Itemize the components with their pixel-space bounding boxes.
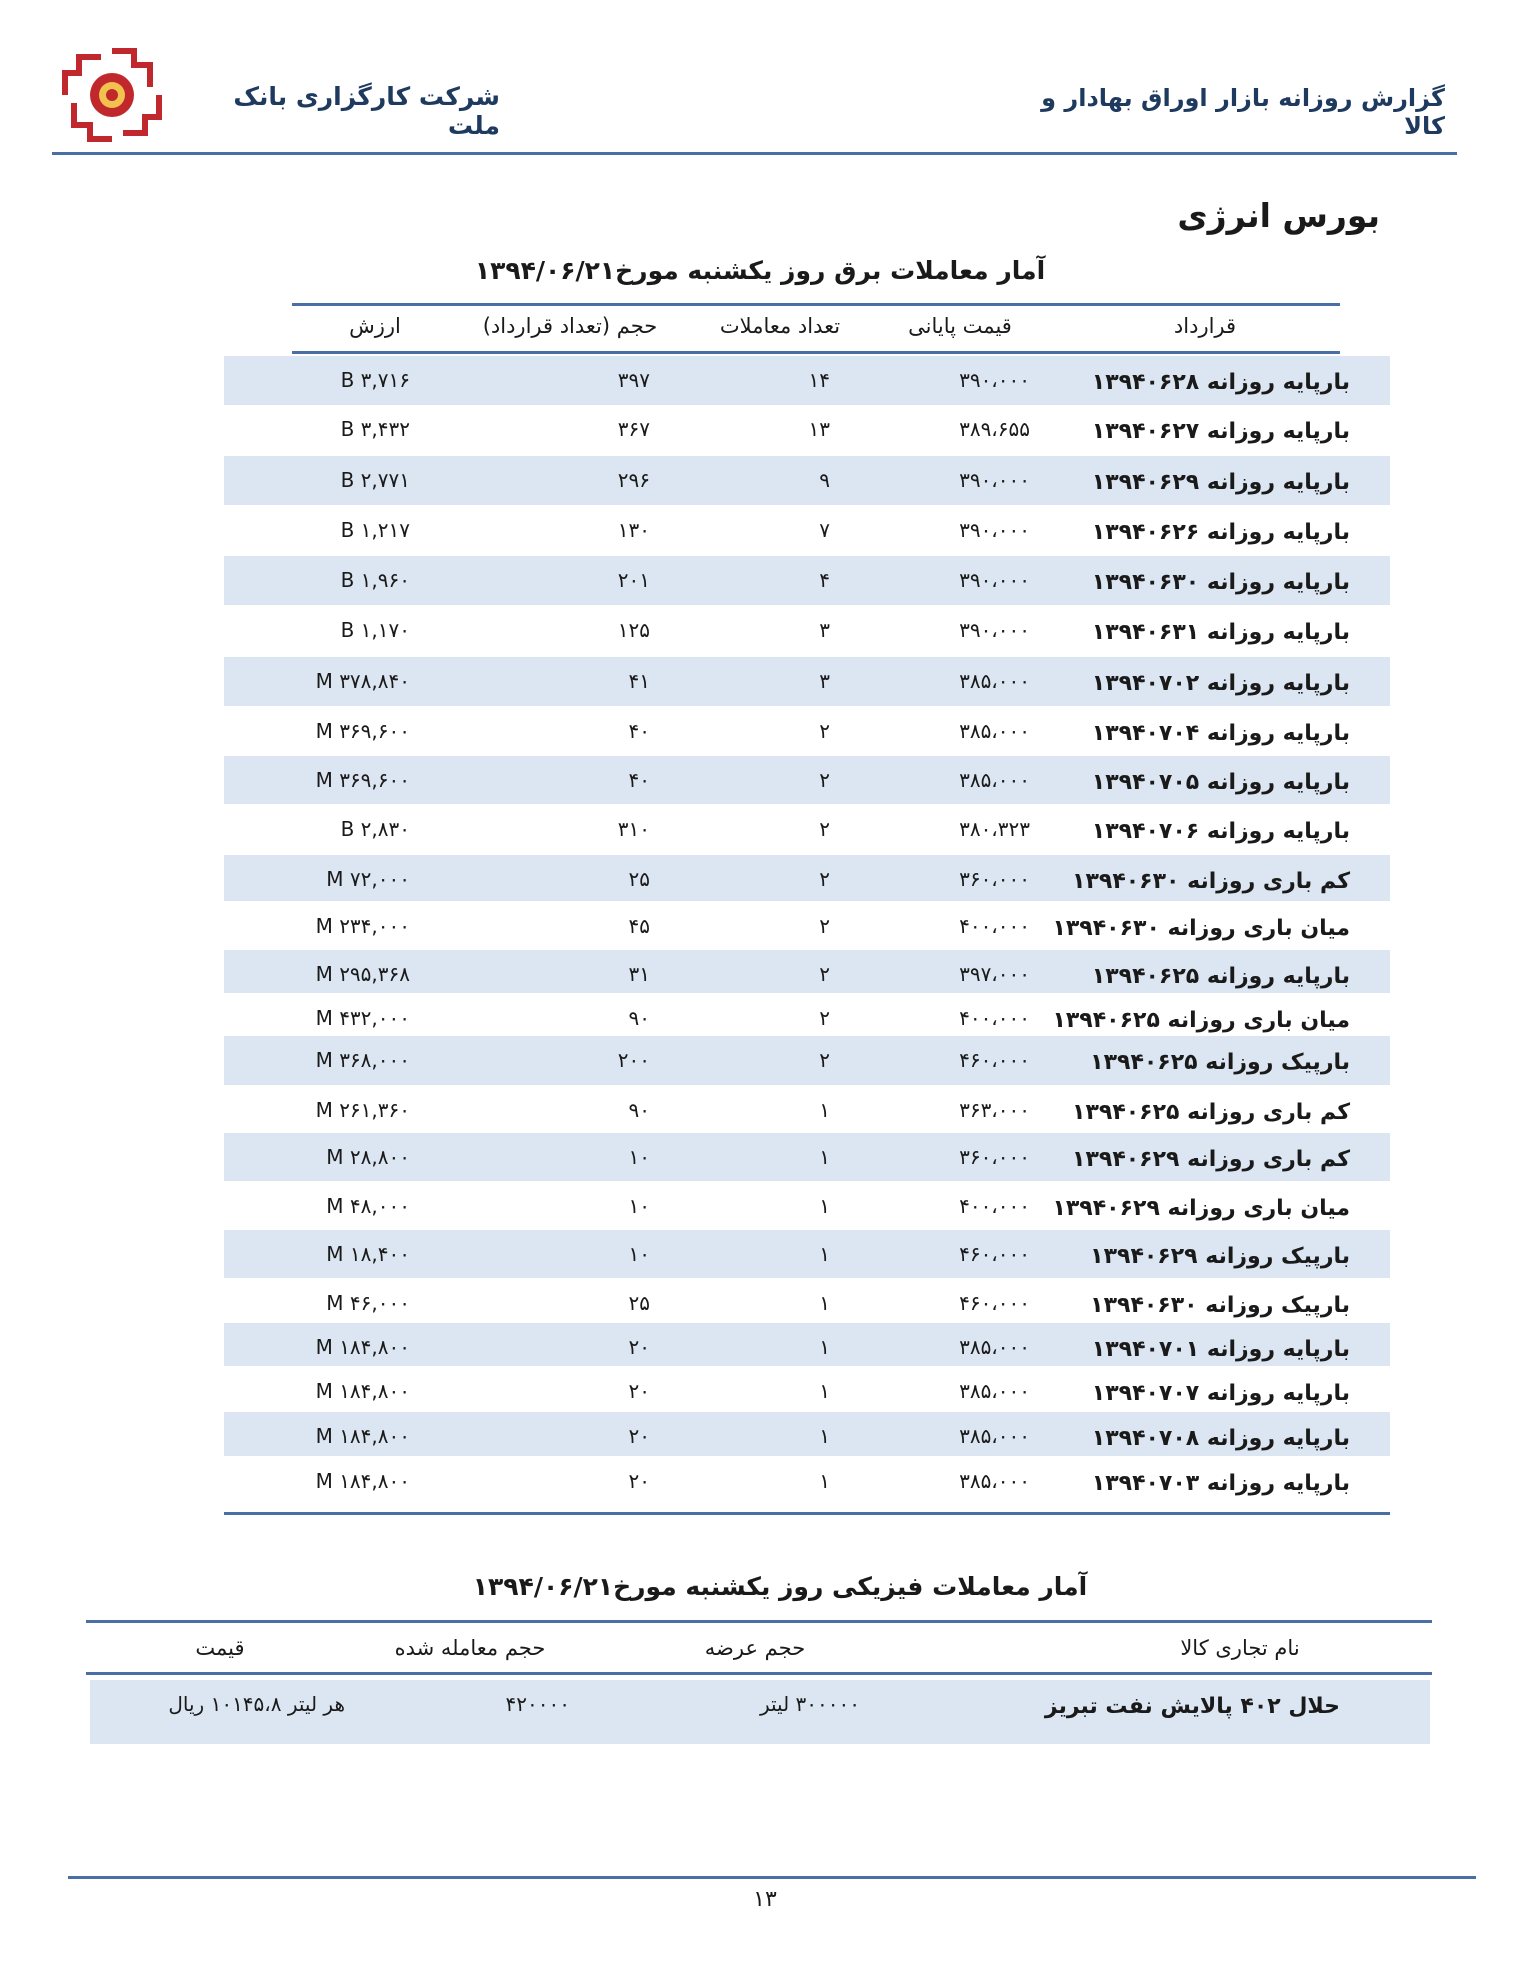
cell-trade-count: ۳ bbox=[819, 669, 830, 693]
cell-volume: ۱۰ bbox=[628, 1145, 650, 1169]
cell-trade-count: ۱ bbox=[819, 1194, 830, 1218]
physical-table-row bbox=[90, 1680, 1430, 1744]
header-divider bbox=[52, 152, 1457, 155]
cell-contract: بارپایه روزانه ۱۳۹۴۰۷۰۷ bbox=[1091, 1381, 1350, 1406]
cell-value: ۳۷۸,۸۴۰ M bbox=[315, 669, 410, 693]
cell-volume: ۲۰۰ bbox=[617, 1048, 650, 1072]
cell-value: ۲۶۱,۳۶۰ M bbox=[315, 1098, 410, 1122]
cell-volume: ۲۵ bbox=[628, 867, 650, 891]
cell-volume: ۱۰ bbox=[628, 1194, 650, 1218]
page-number: ۱۳ bbox=[753, 1887, 777, 1912]
cell-value: ۳۶۸,۰۰۰ M bbox=[315, 1048, 410, 1072]
table-row bbox=[224, 855, 1390, 901]
cell-volume: ۱۲۵ bbox=[617, 618, 650, 642]
cell-final-price: ۴۰۰،۰۰۰ bbox=[959, 1194, 1030, 1218]
column-header-contract: قرارداد bbox=[1173, 314, 1237, 338]
cell-trade-count: ۱ bbox=[819, 1291, 830, 1315]
cell-volume: ۴۵ bbox=[628, 914, 650, 938]
cell-final-price: ۳۸۵،۰۰۰ bbox=[959, 768, 1030, 792]
physical-header-bottom-rule bbox=[86, 1672, 1432, 1675]
cell-value: ۳۶۹,۶۰۰ M bbox=[315, 719, 410, 743]
table-row bbox=[224, 506, 1390, 555]
table-row bbox=[224, 556, 1390, 605]
table-row bbox=[224, 756, 1390, 804]
cell-value: ۲,۷۷۱ B bbox=[340, 468, 410, 492]
cell-trade-count: ۲ bbox=[819, 817, 830, 841]
footer-divider bbox=[68, 1876, 1476, 1879]
physical-cell-supply-volume: ۳۰۰۰۰۰ لیتر bbox=[759, 1692, 860, 1716]
cell-contract: بارپایه روزانه ۱۳۹۴۰۷۰۶ bbox=[1091, 819, 1350, 844]
column-header-traded-volume: حجم معامله شده bbox=[394, 1636, 546, 1660]
cell-value: ۲,۸۳۰ B bbox=[340, 817, 410, 841]
cell-final-price: ۴۶۰،۰۰۰ bbox=[959, 1242, 1030, 1266]
column-header-product: نام تجاری کالا bbox=[1180, 1636, 1300, 1660]
cell-final-price: ۳۶۰،۰۰۰ bbox=[959, 1145, 1030, 1169]
cell-contract: بارپایه روزانه ۱۳۹۴۰۶۳۱ bbox=[1091, 620, 1350, 645]
cell-contract: کم باری روزانه ۱۳۹۴۰۶۲۵ bbox=[1072, 1100, 1350, 1125]
cell-volume: ۳۱ bbox=[628, 962, 650, 986]
cell-trade-count: ۱ bbox=[819, 1379, 830, 1403]
table-row bbox=[224, 1412, 1390, 1456]
cell-volume: ۲۰ bbox=[628, 1335, 650, 1359]
cell-trade-count: ۱۳ bbox=[808, 417, 830, 441]
cell-volume: ۳۹۷ bbox=[617, 368, 650, 392]
cell-value: ۳,۴۳۲ B bbox=[340, 417, 410, 441]
cell-value: ۱,۲۱۷ B bbox=[340, 518, 410, 542]
cell-trade-count: ۱ bbox=[819, 1145, 830, 1169]
cell-volume: ۳۶۷ bbox=[617, 417, 650, 441]
cell-value: ۴۳۲,۰۰۰ M bbox=[315, 1006, 410, 1030]
cell-final-price: ۳۸۵،۰۰۰ bbox=[959, 1335, 1030, 1359]
electricity-table-bottom-rule bbox=[224, 1512, 1390, 1515]
cell-final-price: ۳۹۷،۰۰۰ bbox=[959, 962, 1030, 986]
table-row bbox=[224, 1323, 1390, 1366]
cell-value: ۴۶,۰۰۰ M bbox=[326, 1291, 410, 1315]
cell-final-price: ۳۸۵،۰۰۰ bbox=[959, 669, 1030, 693]
section-title: بورس انرژی bbox=[1177, 196, 1380, 235]
table-row bbox=[224, 902, 1390, 949]
cell-final-price: ۳۸۵،۰۰۰ bbox=[959, 719, 1030, 743]
cell-value: ۲۹۵,۳۶۸ M bbox=[315, 962, 410, 986]
cell-volume: ۳۱۰ bbox=[617, 817, 650, 841]
cell-trade-count: ۷ bbox=[819, 518, 830, 542]
cell-volume: ۲۵ bbox=[628, 1291, 650, 1315]
cell-final-price: ۴۰۰،۰۰۰ bbox=[959, 914, 1030, 938]
cell-volume: ۴۱ bbox=[628, 669, 650, 693]
cell-trade-count: ۲ bbox=[819, 1048, 830, 1072]
cell-final-price: ۳۹۰،۰۰۰ bbox=[959, 618, 1030, 642]
cell-final-price: ۳۶۰،۰۰۰ bbox=[959, 867, 1030, 891]
cell-final-price: ۴۰۰،۰۰۰ bbox=[959, 1006, 1030, 1030]
cell-trade-count: ۱ bbox=[819, 1335, 830, 1359]
physical-cell-traded-volume: ۴۲۰۰۰۰ bbox=[505, 1692, 570, 1716]
column-header-final-price: قیمت پایانی bbox=[908, 314, 1012, 338]
company-name: شرکت کارگزاری بانک ملت bbox=[233, 82, 500, 140]
cell-contract: میان باری روزانه ۱۳۹۴۰۶۲۵ bbox=[1052, 1008, 1350, 1033]
table-row bbox=[224, 356, 1390, 405]
cell-volume: ۴۰ bbox=[628, 719, 650, 743]
cell-contract: میان باری روزانه ۱۳۹۴۰۶۳۰ bbox=[1052, 916, 1350, 941]
table-row bbox=[224, 1457, 1390, 1510]
cell-contract: بارپایه روزانه ۱۳۹۴۰۶۲۸ bbox=[1091, 370, 1350, 395]
cell-value: ۱,۱۷۰ B bbox=[340, 618, 410, 642]
cell-volume: ۴۰ bbox=[628, 768, 650, 792]
cell-trade-count: ۱ bbox=[819, 1242, 830, 1266]
cell-trade-count: ۳ bbox=[819, 618, 830, 642]
cell-value: ۲۳۴,۰۰۰ M bbox=[315, 914, 410, 938]
cell-contract: بارپایه روزانه ۱۳۹۴۰۶۲۶ bbox=[1091, 520, 1350, 545]
cell-trade-count: ۲ bbox=[819, 962, 830, 986]
column-header-volume: حجم (تعداد قرارداد) bbox=[482, 314, 658, 338]
table-row bbox=[224, 1230, 1390, 1278]
cell-contract: بارپایه روزانه ۱۳۹۴۰۶۲۹ bbox=[1091, 470, 1350, 495]
table-row bbox=[224, 1036, 1390, 1085]
physical-table-caption: آمار معاملات فیزیکی روز یکشنبه مورخ۱۳۹۴/۰۶/۲۱ bbox=[472, 1572, 1088, 1601]
table-row bbox=[224, 456, 1390, 505]
cell-contract: بارپایه روزانه ۱۳۹۴۰۶۲۵ bbox=[1091, 964, 1350, 989]
column-header-trade-count: تعداد معاملات bbox=[719, 314, 841, 338]
cell-final-price: ۳۸۵،۰۰۰ bbox=[959, 1379, 1030, 1403]
cell-trade-count: ۹ bbox=[819, 468, 830, 492]
cell-contract: بارپیک روزانه ۱۳۹۴۰۶۲۵ bbox=[1090, 1050, 1350, 1075]
cell-trade-count: ۱ bbox=[819, 1469, 830, 1493]
cell-contract: بارپایه روزانه ۱۳۹۴۰۷۰۵ bbox=[1091, 770, 1350, 795]
cell-volume: ۲۰ bbox=[628, 1424, 650, 1448]
electricity-header-top-rule bbox=[292, 303, 1340, 306]
physical-header-top-rule bbox=[86, 1620, 1432, 1623]
cell-volume: ۲۰۱ bbox=[617, 568, 650, 592]
cell-contract: کم باری روزانه ۱۳۹۴۰۶۳۰ bbox=[1072, 869, 1350, 894]
cell-trade-count: ۴ bbox=[819, 568, 830, 592]
cell-trade-count: ۱ bbox=[819, 1098, 830, 1122]
cell-trade-count: ۲ bbox=[819, 914, 830, 938]
column-header-price: قیمت bbox=[195, 1636, 245, 1660]
physical-cell-product: حلال ۴۰۲ پالایش نفت تبریز bbox=[1044, 1694, 1340, 1719]
column-header-supply-volume: حجم عرضه bbox=[704, 1636, 806, 1660]
cell-trade-count: ۲ bbox=[819, 867, 830, 891]
cell-volume: ۲۹۶ bbox=[617, 468, 650, 492]
electricity-header-bottom-rule bbox=[292, 351, 1340, 354]
cell-value: ۴۸,۰۰۰ M bbox=[326, 1194, 410, 1218]
cell-volume: ۱۰ bbox=[628, 1242, 650, 1266]
cell-value: ۷۲,۰۰۰ M bbox=[326, 867, 410, 891]
cell-contract: بارپایه روزانه ۱۳۹۴۰۷۰۳ bbox=[1091, 1471, 1350, 1496]
table-row bbox=[224, 1133, 1390, 1181]
cell-trade-count: ۲ bbox=[819, 719, 830, 743]
report-title: گزارش روزانه بازار اوراق بهادار و کالا bbox=[1041, 84, 1445, 140]
cell-final-price: ۳۸۹،۶۵۵ bbox=[959, 417, 1030, 441]
cell-value: ۳۶۹,۶۰۰ M bbox=[315, 768, 410, 792]
cell-trade-count: ۲ bbox=[819, 768, 830, 792]
table-row bbox=[224, 1367, 1390, 1411]
cell-contract: بارپیک روزانه ۱۳۹۴۰۶۲۹ bbox=[1090, 1244, 1350, 1269]
cell-value: ۱۸۴,۸۰۰ M bbox=[315, 1469, 410, 1493]
cell-value: ۱,۹۶۰ B bbox=[340, 568, 410, 592]
table-row bbox=[224, 994, 1390, 1035]
cell-final-price: ۴۶۰،۰۰۰ bbox=[959, 1291, 1030, 1315]
cell-final-price: ۳۹۰،۰۰۰ bbox=[959, 568, 1030, 592]
cell-volume: ۹۰ bbox=[628, 1006, 650, 1030]
cell-final-price: ۳۹۰،۰۰۰ bbox=[959, 518, 1030, 542]
column-header-value: ارزش bbox=[349, 314, 401, 338]
cell-value: ۳,۷۱۶ B bbox=[340, 368, 410, 392]
cell-value: ۱۸۴,۸۰۰ M bbox=[315, 1379, 410, 1403]
cell-value: ۱۸۴,۸۰۰ M bbox=[315, 1335, 410, 1359]
cell-final-price: ۳۸۵،۰۰۰ bbox=[959, 1469, 1030, 1493]
cell-contract: بارپایه روزانه ۱۳۹۴۰۷۰۴ bbox=[1091, 721, 1350, 746]
table-row bbox=[224, 1182, 1390, 1229]
cell-contract: بارپایه روزانه ۱۳۹۴۰۷۰۱ bbox=[1091, 1337, 1350, 1362]
bank-mellat-logo-icon bbox=[60, 45, 165, 145]
table-row bbox=[224, 950, 1390, 993]
cell-contract: بارپایه روزانه ۱۳۹۴۰۷۰۲ bbox=[1091, 671, 1350, 696]
table-row bbox=[224, 707, 1390, 755]
electricity-table-caption: آمار معاملات برق روز یکشنبه مورخ۱۳۹۴/۰۶/۲۱ bbox=[474, 256, 1046, 285]
cell-final-price: ۳۸۵،۰۰۰ bbox=[959, 1424, 1030, 1448]
cell-final-price: ۳۸۰،۳۲۳ bbox=[959, 817, 1030, 841]
cell-contract: بارپایه روزانه ۱۳۹۴۰۶۲۷ bbox=[1091, 419, 1350, 444]
table-row bbox=[224, 805, 1390, 854]
cell-value: ۱۸,۴۰۰ M bbox=[326, 1242, 410, 1266]
table-row bbox=[224, 1086, 1390, 1132]
cell-final-price: ۳۶۳،۰۰۰ bbox=[959, 1098, 1030, 1122]
physical-cell-price: هر لیتر ۱۰۱۴۵،۸ ریال bbox=[168, 1692, 345, 1716]
cell-contract: کم باری روزانه ۱۳۹۴۰۶۲۹ bbox=[1072, 1147, 1350, 1172]
table-row bbox=[224, 657, 1390, 706]
cell-trade-count: ۱ bbox=[819, 1424, 830, 1448]
cell-volume: ۲۰ bbox=[628, 1469, 650, 1493]
table-row bbox=[224, 1279, 1390, 1322]
cell-volume: ۱۳۰ bbox=[617, 518, 650, 542]
cell-final-price: ۴۶۰،۰۰۰ bbox=[959, 1048, 1030, 1072]
cell-final-price: ۳۹۰،۰۰۰ bbox=[959, 368, 1030, 392]
cell-contract: بارپایه روزانه ۱۳۹۴۰۶۳۰ bbox=[1091, 570, 1350, 595]
cell-value: ۱۸۴,۸۰۰ M bbox=[315, 1424, 410, 1448]
cell-final-price: ۳۹۰،۰۰۰ bbox=[959, 468, 1030, 492]
table-row bbox=[224, 405, 1390, 455]
cell-value: ۲۸,۸۰۰ M bbox=[326, 1145, 410, 1169]
cell-contract: بارپایه روزانه ۱۳۹۴۰۷۰۸ bbox=[1091, 1426, 1350, 1451]
cell-contract: میان باری روزانه ۱۳۹۴۰۶۲۹ bbox=[1052, 1196, 1350, 1221]
cell-contract: بارپیک روزانه ۱۳۹۴۰۶۳۰ bbox=[1090, 1293, 1350, 1318]
cell-trade-count: ۲ bbox=[819, 1006, 830, 1030]
cell-volume: ۹۰ bbox=[628, 1098, 650, 1122]
table-row bbox=[224, 606, 1390, 656]
cell-volume: ۲۰ bbox=[628, 1379, 650, 1403]
cell-trade-count: ۱۴ bbox=[808, 368, 830, 392]
